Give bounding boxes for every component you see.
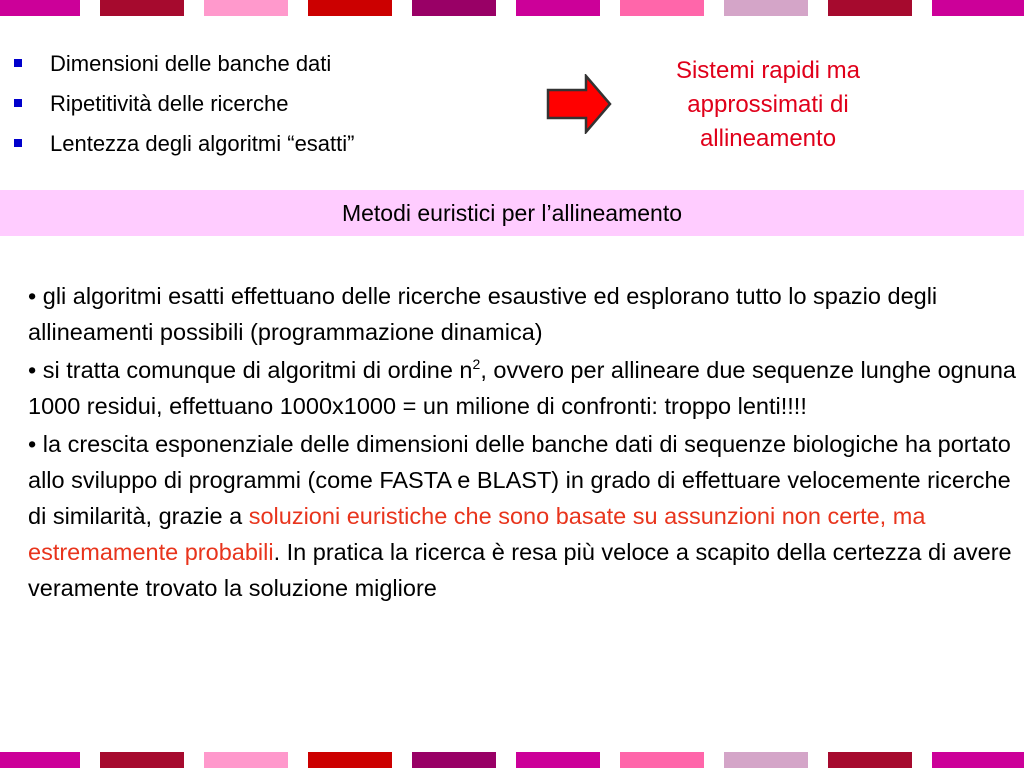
list-item-text: Dimensioni delle banche dati xyxy=(50,51,332,76)
stripe xyxy=(828,0,912,16)
callout-line: approssimati di xyxy=(687,91,849,118)
result-callout xyxy=(630,54,906,156)
paragraph-text: • si tratta comunque di algoritmi di ordine n xyxy=(28,357,473,383)
paragraph-text: , ovvero per allineare due sequenze lunghe ognuna 1000 residui, effettuano 1000x1000 = un milione di confronti: troppo lenti!!!! xyxy=(28,357,1016,419)
list-item xyxy=(14,84,354,124)
square-bullet-icon xyxy=(14,139,22,147)
stripe xyxy=(412,0,496,16)
paragraph-text: . In pratica la ricerca è resa più veloce a scapito della certezza di avere veramente trovato la soluzione migliore xyxy=(28,539,1012,601)
stripe xyxy=(516,0,600,16)
stripe xyxy=(620,0,704,16)
stripe xyxy=(932,0,1024,16)
stripe xyxy=(0,752,80,768)
top-stripe-bar xyxy=(0,0,1024,16)
square-bullet-icon xyxy=(14,99,22,107)
stripe xyxy=(724,0,808,16)
stripe xyxy=(204,0,288,16)
stripe xyxy=(932,752,1024,768)
stripe xyxy=(100,752,184,768)
stripe xyxy=(828,752,912,768)
paragraph-text: • gli algoritmi esatti effettuano delle ricerche esaustive ed esplorano tutto lo spazio degli allineamenti possibili (programmazione dinamica) xyxy=(28,283,938,345)
callout-line: Sistemi rapidi ma xyxy=(675,57,861,84)
stripe xyxy=(100,0,184,16)
paragraph xyxy=(28,352,1018,424)
paragraph xyxy=(28,426,1018,606)
stripe xyxy=(620,752,704,768)
square-bullet-icon xyxy=(14,59,22,67)
superscript: 2 xyxy=(472,356,481,373)
list-item-text: Ripetitività delle ricerche xyxy=(50,91,289,116)
list-item xyxy=(14,44,354,84)
stripe xyxy=(0,0,80,16)
body-text xyxy=(28,278,1018,608)
section-heading: Metodi euristici per l’allineamento xyxy=(341,200,683,226)
stripe xyxy=(308,752,392,768)
stripe xyxy=(412,752,496,768)
stripe xyxy=(724,752,808,768)
right-arrow-icon xyxy=(546,74,612,134)
stripe xyxy=(204,752,288,768)
problem-list xyxy=(14,44,354,164)
paragraph-text: • la crescita esponenziale delle dimensioni delle banche dati di sequenze biologiche ha portato allo sviluppo di programmi (come FASTA e BLAST) in grado di effettuare velocemente ricerche di similarità, grazie a xyxy=(28,431,1011,529)
stripe xyxy=(516,752,600,768)
callout-line: allineamento xyxy=(699,125,837,152)
list-item xyxy=(14,124,354,164)
list-item-text: Lentezza degli algoritmi “esatti” xyxy=(50,131,355,156)
bottom-stripe-bar xyxy=(0,752,1024,768)
highlighted-text: soluzioni euristiche che sono basate su assunzioni non certe, ma estremamente probabili xyxy=(28,503,926,565)
paragraph xyxy=(28,278,1018,350)
section-heading-band xyxy=(0,190,1024,236)
stripe xyxy=(308,0,392,16)
